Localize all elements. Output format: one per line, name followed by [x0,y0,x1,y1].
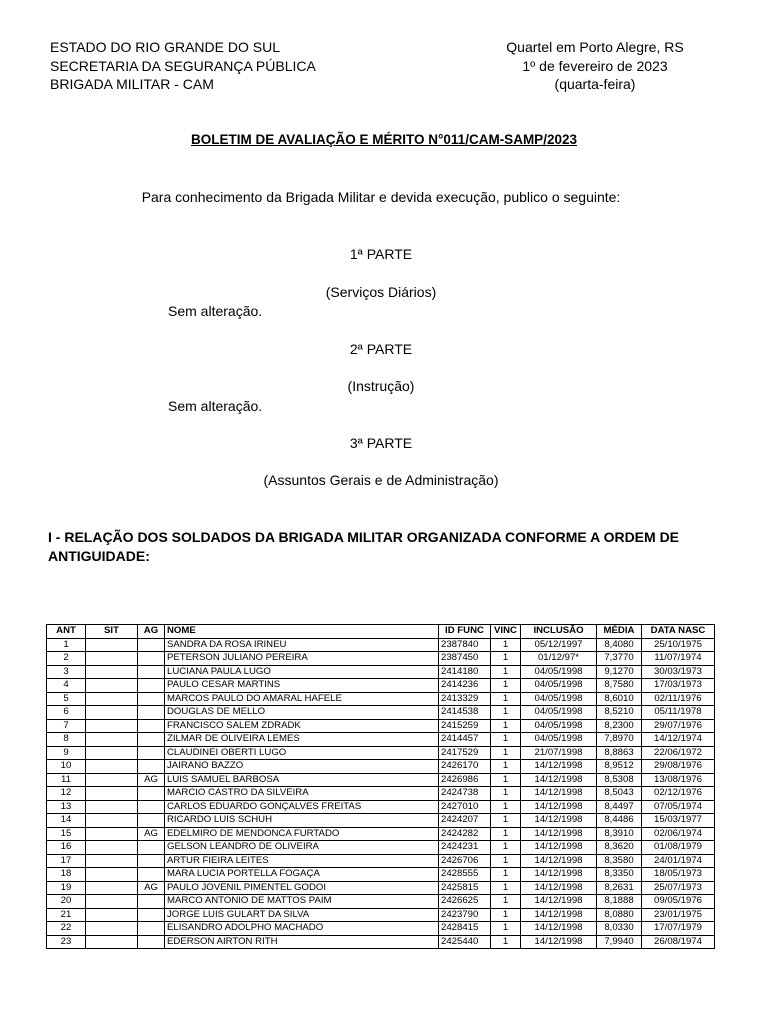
cell-nome: PAULO JOVENIL PIMENTEL GODOI [165,881,439,895]
cell-id-func: 2387840 [439,638,491,652]
cell-inclusao: 14/12/1998 [521,881,597,895]
cell-ant: 22 [47,922,86,936]
cell-ag [138,665,165,679]
cell-media: 8,3620 [597,841,642,855]
cell-ant: 4 [47,679,86,693]
cell-media: 8,6010 [597,692,642,706]
cell-ant: 6 [47,706,86,720]
header-brigade: BRIGADA MILITAR - CAM [50,76,214,92]
cell-inclusao: 14/12/1998 [521,841,597,855]
table-row [47,760,715,774]
col-inclusao: INCLUSÃO [521,625,597,639]
part-1-subtitle: (Serviços Diários) [325,284,437,300]
cell-ant: 18 [47,868,86,882]
cell-sit [86,868,138,882]
table-body [47,638,715,949]
cell-ag [138,746,165,760]
cell-ant: 1 [47,638,86,652]
cell-nome: MARA LUCIA PORTELLA FOGAÇA [165,868,439,882]
cell-data-nasc: 11/07/1974 [642,652,715,666]
cell-sit [86,652,138,666]
cell-media: 8,9512 [597,760,642,774]
cell-nome: EDERSON AIRTON RITH [165,935,439,949]
part-1-heading: 1ª PARTE [349,246,413,262]
cell-media: 7,3770 [597,652,642,666]
cell-data-nasc: 22/06/1972 [642,746,715,760]
cell-id-func: 2423790 [439,908,491,922]
cell-id-func: 2424207 [439,814,491,828]
cell-ag: AG [138,881,165,895]
intro-text: Para conhecimento da Brigada Militar e devida execução, publico o seguinte: [141,189,621,205]
cell-data-nasc: 24/01/1974 [642,854,715,868]
cell-ag: AG [138,773,165,787]
cell-inclusao: 04/05/1998 [521,679,597,693]
part-3-subtitle: (Assuntos Gerais e de Administração) [263,472,499,488]
cell-nome: ELISANDRO ADOLPHO MACHADO [165,922,439,936]
cell-id-func: 2414236 [439,679,491,693]
col-sit: SIT [86,625,138,639]
cell-media: 9,1270 [597,665,642,679]
cell-media: 8,4486 [597,814,642,828]
cell-ant: 14 [47,814,86,828]
cell-inclusao: 14/12/1998 [521,895,597,909]
cell-id-func: 2413329 [439,692,491,706]
cell-sit [86,800,138,814]
cell-inclusao: 14/12/1998 [521,800,597,814]
cell-inclusao: 14/12/1998 [521,760,597,774]
cell-ag: AG [138,827,165,841]
cell-data-nasc: 07/05/1974 [642,800,715,814]
col-data-nasc: DATA NASC [642,625,715,639]
cell-media: 8,4080 [597,638,642,652]
cell-ag [138,638,165,652]
cell-id-func: 2426625 [439,895,491,909]
col-media: MÉDIA [597,625,642,639]
cell-inclusao: 01/12/97* [521,652,597,666]
table-row [47,854,715,868]
cell-vinc: 1 [491,895,521,909]
cell-sit [86,854,138,868]
cell-nome: MARCOS PAULO DO AMARAL HAFELE [165,692,439,706]
cell-inclusao: 14/12/1998 [521,908,597,922]
cell-nome: ZILMAR DE OLIVEIRA LEMES [165,733,439,747]
cell-inclusao: 04/05/1998 [521,706,597,720]
cell-sit [86,935,138,949]
cell-nome: LUIS SAMUEL BARBOSA [165,773,439,787]
part-2-heading: 2ª PARTE [349,341,413,357]
header-secretariat: SECRETARIA DA SEGURANÇA PÚBLICA [50,57,316,74]
cell-ag [138,679,165,693]
cell-sit [86,895,138,909]
cell-nome: ARTUR FIEIRA LEITES [165,854,439,868]
cell-media: 8,1888 [597,895,642,909]
cell-data-nasc: 29/08/1976 [642,760,715,774]
cell-sit [86,679,138,693]
cell-data-nasc: 30/03/1973 [642,665,715,679]
cell-inclusao: 14/12/1998 [521,827,597,841]
cell-vinc: 1 [491,652,521,666]
cell-sit [86,719,138,733]
cell-ag [138,800,165,814]
cell-nome: CARLOS EDUARDO GONÇALVES FREITAS [165,800,439,814]
cell-ant: 2 [47,652,86,666]
cell-inclusao: 14/12/1998 [521,868,597,882]
cell-sit [86,665,138,679]
table-row [47,679,715,693]
seniority-table [46,624,715,949]
cell-nome: MARCIO CASTRO DA SILVEIRA [165,787,439,801]
cell-ant: 16 [47,841,86,855]
table-row [47,733,715,747]
cell-inclusao: 14/12/1998 [521,773,597,787]
cell-vinc: 1 [491,692,521,706]
cell-ant: 11 [47,773,86,787]
cell-id-func: 2426706 [439,854,491,868]
cell-data-nasc: 01/08/1979 [642,841,715,855]
cell-vinc: 1 [491,773,521,787]
cell-media: 8,0330 [597,922,642,936]
cell-ag [138,814,165,828]
cell-ant: 21 [47,908,86,922]
part-3-heading: 3ª PARTE [349,435,413,451]
table-row [47,692,715,706]
table-row [47,895,715,909]
cell-sit [86,692,138,706]
cell-ant: 7 [47,719,86,733]
cell-sit [86,760,138,774]
cell-vinc: 1 [491,827,521,841]
cell-nome: SANDRA DA ROSA IRINEU [165,638,439,652]
part-1-note: Sem alteração. [168,303,263,319]
cell-media: 7,8970 [597,733,642,747]
table-row [47,868,715,882]
table-row [47,638,715,652]
cell-sit [86,922,138,936]
table-row [47,827,715,841]
cell-inclusao: 21/07/1998 [521,746,597,760]
table-row [47,746,715,760]
cell-ag [138,692,165,706]
cell-id-func: 2427010 [439,800,491,814]
cell-sit [86,746,138,760]
cell-inclusao: 04/05/1998 [521,692,597,706]
table-row [47,841,715,855]
cell-id-func: 2425440 [439,935,491,949]
cell-id-func: 2424738 [439,787,491,801]
cell-vinc: 1 [491,665,521,679]
cell-sit [86,733,138,747]
table-row [47,922,715,936]
header-left [50,38,316,94]
cell-ant: 19 [47,881,86,895]
cell-data-nasc: 17/07/1979 [642,922,715,936]
cell-data-nasc: 05/11/1978 [642,706,715,720]
cell-ag [138,719,165,733]
cell-media: 8,3580 [597,854,642,868]
cell-id-func: 2387450 [439,652,491,666]
cell-media: 8,8863 [597,746,642,760]
table-row [47,800,715,814]
cell-data-nasc: 29/07/1976 [642,719,715,733]
table-row [47,773,715,787]
cell-media: 8,5308 [597,773,642,787]
cell-ant: 13 [47,800,86,814]
cell-ant: 12 [47,787,86,801]
cell-vinc: 1 [491,881,521,895]
cell-vinc: 1 [491,638,521,652]
cell-ag [138,922,165,936]
cell-media: 7,9940 [597,935,642,949]
cell-vinc: 1 [491,814,521,828]
cell-ant: 3 [47,665,86,679]
cell-ant: 20 [47,895,86,909]
cell-media: 8,4497 [597,800,642,814]
cell-ant: 10 [47,760,86,774]
cell-vinc: 1 [491,935,521,949]
cell-sit [86,773,138,787]
cell-sit [86,638,138,652]
header-state: ESTADO DO RIO GRANDE DO SUL [50,39,280,55]
cell-ant: 5 [47,692,86,706]
cell-media: 8,0880 [597,908,642,922]
cell-data-nasc: 02/11/1976 [642,692,715,706]
table-row [47,881,715,895]
table-row [47,652,715,666]
cell-media: 8,2300 [597,719,642,733]
header-right [490,38,700,94]
cell-ag [138,787,165,801]
cell-id-func: 2426986 [439,773,491,787]
cell-ag [138,854,165,868]
cell-vinc: 1 [491,800,521,814]
col-nome: NOME [165,625,439,639]
cell-ant: 23 [47,935,86,949]
cell-inclusao: 14/12/1998 [521,922,597,936]
table-row [47,665,715,679]
cell-nome: JAIRANO BAZZO [165,760,439,774]
cell-id-func: 2424231 [439,841,491,855]
part-2-subtitle: (Instrução) [347,378,415,394]
cell-vinc: 1 [491,719,521,733]
cell-vinc: 1 [491,706,521,720]
cell-data-nasc: 02/12/1976 [642,787,715,801]
table-row [47,814,715,828]
col-ag: AG [138,625,165,639]
cell-media: 8,5043 [597,787,642,801]
cell-ag [138,652,165,666]
cell-vinc: 1 [491,733,521,747]
cell-data-nasc: 23/01/1975 [642,908,715,922]
cell-ag [138,908,165,922]
cell-data-nasc: 25/10/1975 [642,638,715,652]
cell-id-func: 2426170 [439,760,491,774]
cell-sit [86,787,138,801]
cell-nome: PETERSON JULIANO PEREIRA [165,652,439,666]
cell-id-func: 2424282 [439,827,491,841]
cell-id-func: 2428415 [439,922,491,936]
cell-vinc: 1 [491,787,521,801]
table-row [47,908,715,922]
cell-data-nasc: 13/08/1976 [642,773,715,787]
cell-inclusao: 04/05/1998 [521,719,597,733]
table-row [47,719,715,733]
cell-ant: 8 [47,733,86,747]
cell-inclusao: 04/05/1998 [521,665,597,679]
cell-data-nasc: 02/06/1974 [642,827,715,841]
cell-nome: PAULO CESAR MARTINS [165,679,439,693]
col-vinc: VINC [491,625,521,639]
cell-data-nasc: 17/03/1973 [642,679,715,693]
cell-ag [138,760,165,774]
cell-media: 8,7580 [597,679,642,693]
cell-media: 8,2631 [597,881,642,895]
cell-data-nasc: 09/05/1976 [642,895,715,909]
section-heading: I - RELAÇÃO DOS SOLDADOS DA BRIGADA MILITAR ORGANIZADA CONFORME A ORDEM DE ANTIGUIDADE: [48,529,680,564]
header-date: 1º de fevereiro de 2023 [522,57,668,74]
cell-ant: 17 [47,854,86,868]
col-ant: ANT [47,625,86,639]
cell-vinc: 1 [491,908,521,922]
cell-sit [86,827,138,841]
cell-ag [138,841,165,855]
cell-inclusao: 14/12/1998 [521,814,597,828]
cell-vinc: 1 [491,841,521,855]
cell-vinc: 1 [491,746,521,760]
cell-sit [86,841,138,855]
cell-nome: EDELMIRO DE MENDONCA FURTADO [165,827,439,841]
table-row [47,787,715,801]
cell-data-nasc: 26/08/1974 [642,935,715,949]
cell-ag [138,868,165,882]
cell-sit [86,908,138,922]
cell-sit [86,814,138,828]
header-location: Quartel em Porto Alegre, RS [506,39,684,55]
cell-nome: MARCO ANTONIO DE MATTOS PAIM [165,895,439,909]
cell-id-func: 2414538 [439,706,491,720]
cell-id-func: 2425815 [439,881,491,895]
cell-vinc: 1 [491,854,521,868]
cell-inclusao: 14/12/1998 [521,854,597,868]
cell-nome: FRANCISCO SALEM ZDRADK [165,719,439,733]
cell-id-func: 2428555 [439,868,491,882]
cell-nome: CLAUDINEI OBERTI LUGO [165,746,439,760]
cell-ant: 9 [47,746,86,760]
cell-media: 8,3350 [597,868,642,882]
cell-media: 8,5210 [597,706,642,720]
bulletin-title: BOLETIM DE AVALIAÇÃO E MÉRITO N°011/CAM-SAMP/2023 [191,132,577,147]
cell-nome: RICARDO LUIS SCHUH [165,814,439,828]
cell-nome: JORGE LUIS GULART DA SILVA [165,908,439,922]
table-header-row [47,625,715,639]
cell-inclusao: 14/12/1998 [521,935,597,949]
part-2-note: Sem alteração. [168,398,263,414]
cell-id-func: 2415259 [439,719,491,733]
cell-vinc: 1 [491,760,521,774]
cell-nome: LUCIANA PAULA LUGO [165,665,439,679]
cell-nome: GELSON LEANDRO DE OLIVEIRA [165,841,439,855]
table-row [47,935,715,949]
cell-sit [86,881,138,895]
cell-ag [138,895,165,909]
col-id-func: ID FUNC [439,625,491,639]
table-row [47,706,715,720]
cell-id-func: 2414457 [439,733,491,747]
cell-ant: 15 [47,827,86,841]
cell-inclusao: 14/12/1998 [521,787,597,801]
cell-data-nasc: 18/05/1973 [642,868,715,882]
cell-data-nasc: 15/03/1977 [642,814,715,828]
cell-vinc: 1 [491,868,521,882]
cell-ag [138,706,165,720]
cell-data-nasc: 14/12/1974 [642,733,715,747]
header-weekday: (quarta-feira) [554,76,636,92]
cell-nome: DOUGLAS DE MELLO [165,706,439,720]
cell-sit [86,706,138,720]
cell-inclusao: 05/12/1997 [521,638,597,652]
cell-data-nasc: 25/07/1973 [642,881,715,895]
cell-ag [138,733,165,747]
cell-vinc: 1 [491,922,521,936]
cell-id-func: 2414180 [439,665,491,679]
cell-inclusao: 04/05/1998 [521,733,597,747]
cell-vinc: 1 [491,679,521,693]
cell-media: 8,3910 [597,827,642,841]
cell-id-func: 2417529 [439,746,491,760]
cell-ag [138,935,165,949]
